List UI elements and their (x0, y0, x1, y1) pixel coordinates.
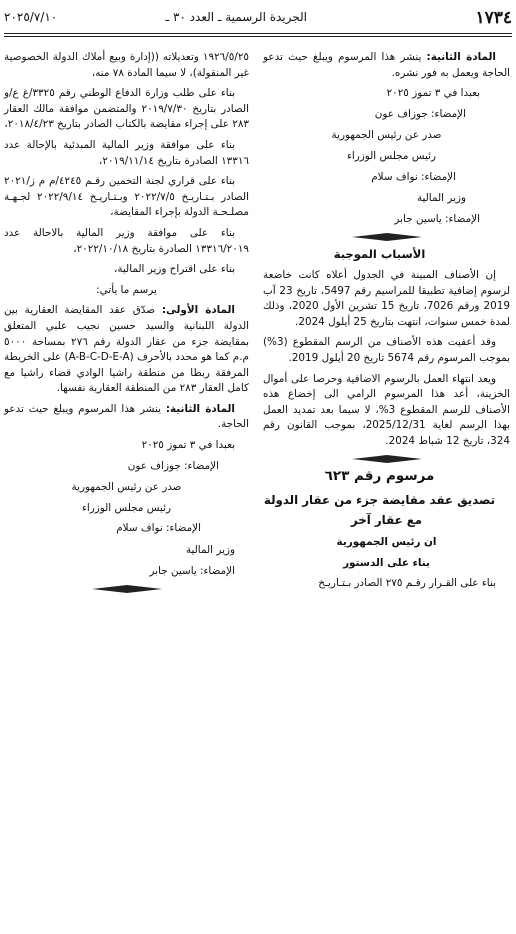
paragraph-committee: بناء على قراري لجنة التخمين رقـم ٤٢٤٥/م م ز/٢٠٢١ الصادر بـتـاريـخ ٢٠٢٢/٧/٥ وبـتـاريـخ ٢٠٢٢/٩/١٤ لجـهـة مصلـحـة الدولة بإجراء المقايضة، (4, 175, 249, 219)
finance-minister-title: وزير المالية (416, 192, 466, 205)
ornament-divider (352, 455, 422, 463)
baabda-date: بعبدا في ٣ تموز ٢٠٢٥ (386, 87, 480, 100)
decision-line: بناء على القـرار رقـم ٢٧٥ الصادر بـتـاريـخ (318, 577, 496, 590)
paragraph-defense-request: بناء على طلب وزارة الدفاع الوطني رقم ٣٣٢٥/غ ع/و الصادر بتاريخ ٢٠١٩/٧/٣٠ والمتضمن موافقة مالك العقار ٢٨٣ على إجراء مقايضة بالكتاب الصادر بتاريخ ٢٠١٨/٤/٢٣، (4, 87, 249, 131)
right-column (263, 50, 510, 597)
signature-pm: الإمضاء: نواف سلام (116, 522, 201, 535)
left-column (4, 50, 249, 599)
page-number: ١٧٣٤ (475, 8, 512, 28)
reasons-paragraph-2: وقد أعفيت هذه الأصناف من الرسم المقطوع (3%) بموجب المرسوم رقم 5674 تاريخ 20 أيلول 2019. (263, 336, 510, 364)
issue-date: ٢٠٢٥/٧/١٠ (4, 10, 58, 24)
signature-finance: الإمضاء: ياسين جابر (149, 564, 235, 577)
signature-finance: الإمضاء: ياسين جابر (394, 212, 480, 225)
issued-by: صدر عن رئيس الجمهورية (331, 129, 442, 142)
article-text: ينشر هذا المرسوم ويبلغ حيث تدعو الحاجة ويعمل به فور نشره. (263, 51, 510, 79)
decrees-line: يرسم ما يأتي: (96, 283, 157, 296)
baabda-date: بعبدا في ٣ تموز ٢٠٢٥ (141, 439, 235, 452)
ornament-divider (352, 233, 422, 241)
ornament-divider (92, 585, 162, 593)
reasons-paragraph-1: إن الأصناف المبينة في الجدول أعلاه كانت خاضعة لرسوم إضافية تطبيقا للمراسيم رقم 5497، تاريخ 23 آب 2019 ورقم 7026، تاريخ 15 تشرين الأول 2020، وذلك لمدة خمس سنوات، انتهت بتاريخ 25 أيلول 2024. (263, 268, 510, 328)
paragraph-finance-approval: بناء على موافقة وزير المالية المبدئية بالإحالة عدد ١٣٣١٦ الصادرة بتاريخ ٢٠١٩/١١/١٤، (4, 138, 249, 167)
article-1-paragraph (4, 303, 249, 397)
pm-title: رئيس مجلس الوزراء (81, 501, 172, 514)
decree-title: مرسوم رقم ٦٢٣ (324, 468, 435, 485)
finance-minister-title: وزير المالية (185, 544, 235, 557)
paragraph-continued: ١٩٢٦/٥/٢٥ وتعديلاته ((إدارة وبيع أملاك الدولة الخصوصية غير المنقولة)، لا سيما المادة ٧٨ منه، (4, 51, 249, 79)
paragraph-proposal: بناء على اقتراح وزير المالية، (113, 263, 235, 276)
gazette-title: الجريدة الرسمية ـ العدد ٣٠ ـ (165, 10, 307, 24)
header-rule (4, 33, 512, 34)
article-label: المادة الثانية: (165, 402, 235, 415)
header-rule-2 (4, 36, 512, 37)
constitution-line: بناء على الدستور (343, 556, 430, 569)
signature-pm: الإمضاء: نواف سلام (371, 170, 456, 183)
page-header (4, 10, 512, 30)
article-text: ينشر هذا المرسوم ويبلغ حيث تدعو الحاجة. (4, 402, 249, 431)
president-line: ان رئيس الجمهورية (336, 536, 437, 549)
article-label: المادة الثانية: (426, 51, 496, 63)
pm-title: رئيس مجلس الوزراء (346, 149, 437, 162)
article-text: صدّق عقد المقايضة العقارية بين الدولة اللبنانية والسيد حسين نجيب علبي المتعلق بمقايضة جزء من عقار الدولة رقم ٢٧٦ بمساحة ٥٠٠٠ م.م كما هو محدد بالأحرف (A-B-C-D-E-A) على الخريطة المرفقة ربطا من منطقة راشيا الوادي قضاء راشيا مع كامل العقار ٢٨٣ من المنطقة العقارية نفسها. (4, 304, 249, 395)
issued-by: صدر عن رئيس الجمهورية (71, 481, 182, 494)
article-2-paragraph (4, 402, 249, 433)
article-2-paragraph (263, 50, 510, 81)
reasons-paragraph-3: ويعد انتهاء العمل بالرسوم الاضافية وحرصا على أموال الخزينة، أعد هذا المرسوم الرامي الى إخضاع هذه الأصناف للرسم المقطوع 3%، لا سيما بعد تمديد العمل بهذا الرسم لغاية 2025/12/31، بموجب القانون رقم 324، تاريخ 12 شباط 2024. (263, 372, 510, 447)
article-label: المادة الأولى: (161, 304, 235, 317)
signature-president: الإمضاء: جوزاف عون (127, 459, 219, 472)
decree-subtitle: تصديق عقد مقايضة جزء من عقار الدولة مع عقار آخر (263, 493, 496, 528)
reasons-heading: الأسباب الموجبة (333, 247, 426, 262)
paragraph-finance-referral: بناء على موافقة وزير المالية بالاحالة عدد ١٣٣١٦/٢٠١٩ الصادرة بتاريخ ٢٠٢٢/١٠/١٨، (4, 226, 249, 255)
signature-president: الإمضاء: جوزاف عون (374, 107, 466, 120)
